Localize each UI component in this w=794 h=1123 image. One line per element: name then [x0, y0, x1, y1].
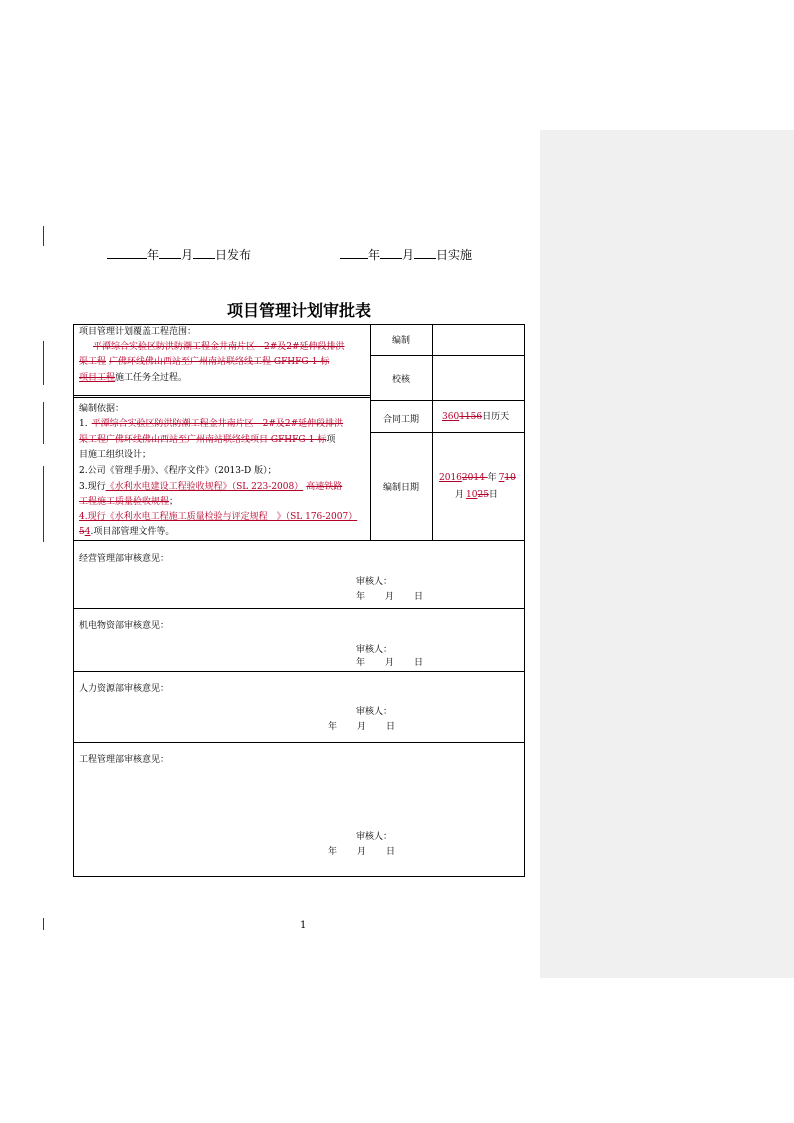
scope-deleted-text: 平潭综合实验区防洪防潮工程金井南片区 2#及2#延伸段排洪	[93, 342, 345, 352]
page-title: 项目管理计划审批表	[226, 301, 371, 320]
reviewer-label: 审核人：	[356, 577, 393, 587]
compile-date-line2: 月 1025日	[455, 490, 498, 500]
business-dept-opinion-label: 经营管理部审核意见：	[79, 554, 170, 564]
revision-bar	[43, 918, 44, 930]
basis-item-4: 4.现行《水利水电工程施工质量检验与评定规程 》（SL 176-2007）	[79, 512, 358, 522]
comment-pane	[540, 130, 794, 978]
publish-date-line: 年 月 日发布	[107, 246, 251, 263]
revision-bar	[43, 402, 44, 444]
basis-item-1-line2: 渠工程广佛环线佛山西站至广州南站联络线项目 GFHFG-1 标项	[79, 435, 336, 445]
approval-table	[73, 324, 525, 877]
review-date: 年 月 日	[356, 658, 424, 668]
review-label: 校核	[391, 375, 410, 385]
reviewer-label: 审核人：	[356, 832, 393, 842]
contract-period-label: 合同工期	[382, 415, 419, 425]
scope-label: 项目管理计划覆盖工程范围：	[79, 327, 197, 337]
basis-label: 编制依据：	[79, 404, 125, 414]
review-date: 年 月 日	[328, 847, 396, 857]
review-date: 年 月 日	[328, 722, 396, 732]
basis-item-5: 54.项目部管理文件等。	[79, 527, 175, 537]
compile-date-label: 编制日期	[382, 483, 419, 493]
contract-period-value: 3601156日历天	[442, 412, 510, 422]
compile-date-line1: 20162014 年 710	[439, 473, 516, 483]
reviewer-label: 审核人：	[356, 645, 393, 655]
equipment-dept-opinion-label: 机电物资部审核意见：	[79, 621, 170, 631]
basis-item-1: 1. 平潭综合实验区防洪防潮工程金井南片区 2#及2#延伸段排洪	[79, 419, 344, 429]
review-date: 年 月 日	[356, 592, 424, 602]
hr-dept-opinion-label: 人力资源部审核意见：	[79, 684, 170, 694]
implement-date-line: 年 月 日实施	[340, 246, 472, 263]
compile-value-cell[interactable]	[434, 326, 522, 354]
revision-bar	[43, 466, 44, 542]
basis-item-3: 3.现行《水利水电建设工程验收规程》（SL 223-2008） 高速铁路	[79, 482, 343, 492]
basis-item-1-line3: 目施工组织设计；	[79, 450, 152, 460]
page-number: 1	[300, 920, 307, 931]
revision-bar	[43, 341, 44, 385]
compile-label: 编制	[391, 336, 410, 346]
reviewer-label: 审核人：	[356, 707, 393, 717]
revision-bar	[43, 226, 44, 246]
engineering-dept-opinion-label: 工程管理部审核意见：	[79, 755, 170, 765]
basis-item-3-line2: 工程施工质量验收规程；	[79, 497, 179, 507]
review-value-cell[interactable]	[434, 357, 522, 397]
basis-item-2: 2.公司《管理手册》、《程序文件》（2013-D 版）；	[79, 466, 277, 476]
scope-line3: 项目工程施工任务全过程。	[79, 373, 188, 383]
scope-line2: 渠工程 广佛环线佛山西站至广州南站联络线工程 GFHFG-1 标	[79, 357, 330, 367]
